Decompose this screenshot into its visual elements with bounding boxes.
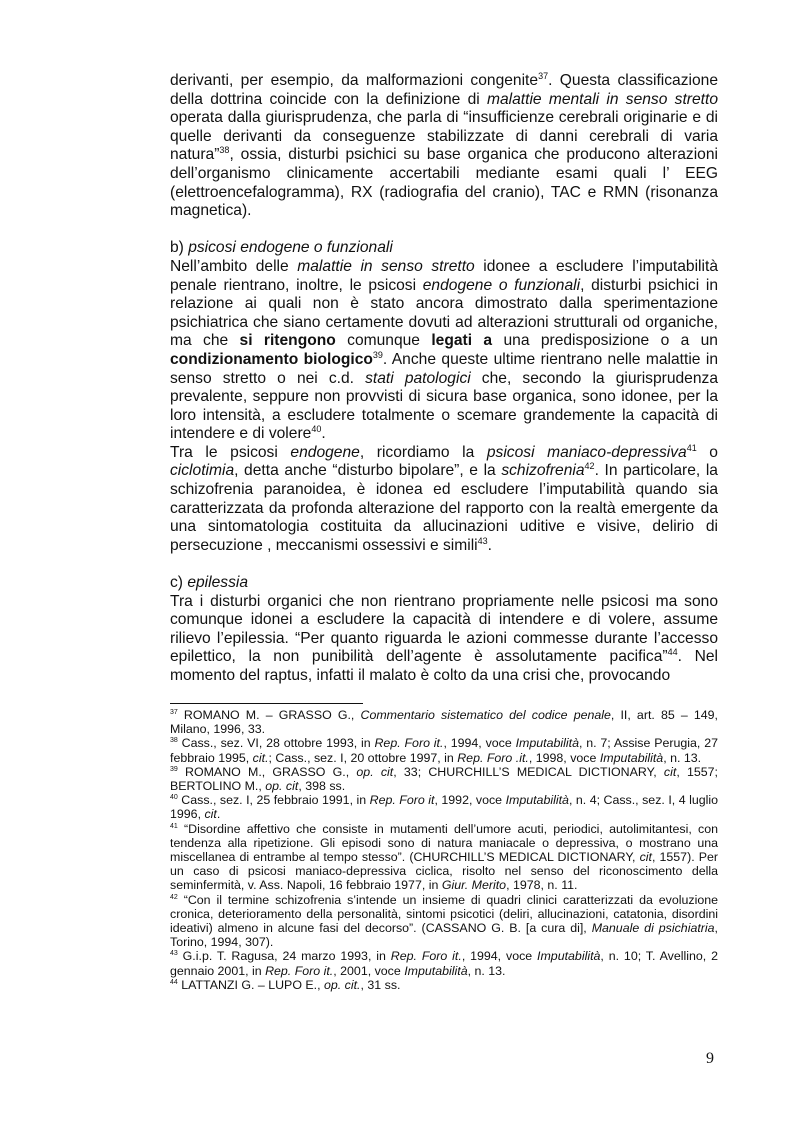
footnote-number: 44 bbox=[170, 978, 178, 986]
text: . In particolare, la schizofrenia paranoidea, è idonea ed escludere l’imputabilità quando sia caratterizzata da profonda alterazione del rapporto con la realtà emergente da una sintomatologia costituita da allucinazioni uditive e visive, delirio di persecuzione , meccanismi ossessivi e simili bbox=[170, 462, 718, 554]
text: operata dalla giurisprudenza, che parla di “insufficienze cerebrali originarie e di quelle derivanti da conseguenze stabilizzate di danni cerebrali di varia natura” bbox=[170, 109, 718, 164]
footnote-ref[interactable]: 40 bbox=[311, 424, 322, 435]
text-italic: Imputabilità bbox=[404, 963, 468, 978]
footnote-separator bbox=[170, 703, 363, 704]
page-number: 9 bbox=[706, 1050, 714, 1067]
text-italic: schizofrenia bbox=[501, 462, 585, 480]
text: ROMANO M., GRASSO G., bbox=[177, 764, 357, 779]
text: , 1557). Per un caso di psicosi maniaco-depressiva ciclica, risolto nel senso del riconoscimento della seminfermità, v. Ass. Napoli, 16 febbraio 1977, in bbox=[170, 850, 718, 893]
text: comunque bbox=[335, 332, 432, 350]
section-heading-c bbox=[170, 574, 718, 593]
text: , 1994, voce bbox=[443, 736, 516, 751]
text-italic: cit bbox=[639, 850, 652, 865]
heading-prefix: b) bbox=[170, 239, 189, 257]
text: , n. 13. bbox=[467, 963, 506, 978]
text: “Disordine affettivo che consiste in mutamenti dell’umore acuti, periodici, autolimitantesi, con tendenza alla ripetizione. Gli episodi sono di natura maniacale o depressiva, o mostrano una miscellanea di entrambe al tempo stesso”. (CHURCHILL’S MEDICAL DICTIONARY, bbox=[170, 821, 718, 865]
text: . bbox=[487, 536, 493, 554]
heading-prefix: c) bbox=[170, 574, 188, 592]
text: G.i.p. T. Ragusa, 24 marzo 1993, in bbox=[177, 949, 391, 964]
footnote-number: 41 bbox=[170, 822, 178, 830]
footnote-number: 43 bbox=[170, 950, 178, 958]
text-italic: Commentario sistematico del codice penale bbox=[360, 708, 611, 722]
text: Cass., sez. VI, 28 ottobre 1993, in bbox=[177, 736, 375, 751]
text: . bbox=[321, 425, 326, 443]
text: , n. 4; Cass., sez. I, 4 luglio 1996, bbox=[170, 793, 719, 822]
text: o bbox=[696, 443, 718, 461]
text: , n. 13. bbox=[663, 750, 702, 765]
footnote-40 bbox=[170, 793, 718, 821]
spacer bbox=[170, 555, 718, 574]
text: . bbox=[216, 807, 221, 822]
paragraph-organic-disorders bbox=[170, 72, 718, 221]
footnote-38 bbox=[170, 736, 718, 764]
footnote-43 bbox=[170, 949, 718, 977]
text: , n. 10; T. Avellino, 2 gennaio 2001, in bbox=[170, 949, 718, 978]
text: . Questa classificazione della dottrina coincide con la definizione di bbox=[170, 72, 719, 108]
text-italic: ciclotimia bbox=[170, 462, 235, 480]
text: , ossia, disturbi psichici su base organica che producono alterazioni dell’organismo clinicamente accertabili mediante esami quali l’ EEG (elettroencefalogramma), RX (radiografia del cranio), TAC e RMN (risonanza magnetica). bbox=[170, 146, 718, 220]
text-italic: Manuale di psichiatria bbox=[591, 921, 715, 936]
text: , detta anche “disturbo bipolare”, e la bbox=[234, 462, 502, 480]
text-italic: Imputabilità bbox=[537, 949, 601, 964]
text: Nell’ambito delle bbox=[170, 257, 298, 275]
text: , II, art. 85 – 149, Milano, 1996, 33. bbox=[170, 708, 718, 737]
text-italic: Rep. Foro .it. bbox=[457, 750, 529, 765]
text: derivanti, per esempio, da malformazioni congenite bbox=[170, 72, 539, 89]
text: “Con il termine schizofrenia s’intende un insieme di quadri clinici caratterizzati da evoluzione cronica, deterioramento della personalità, sintomi psicotici (deliri, allucinazioni, catatonia, disordini ideativi) almeno in alcune fasi del decorso”. (CASSANO G. B. [a cura di], bbox=[170, 892, 718, 936]
paragraph-bipolar-schizophrenia bbox=[170, 444, 718, 556]
text: , 398 ss. bbox=[298, 779, 346, 794]
text-italic: Imputabilità bbox=[599, 750, 664, 765]
section-heading-b bbox=[170, 239, 718, 258]
text: Cass., sez. I, 25 febbraio 1991, in bbox=[177, 793, 370, 808]
footnote-ref[interactable]: 37 bbox=[538, 70, 549, 81]
footnote-44 bbox=[170, 978, 718, 992]
footnote-ref[interactable]: 42 bbox=[584, 461, 595, 472]
text-bold: legati a bbox=[431, 332, 493, 350]
text: idonee a escludere l’imputabilità penale rientrano, inoltre, le psicosi bbox=[170, 257, 718, 294]
text-italic: op. cit bbox=[265, 779, 299, 794]
footnote-37 bbox=[170, 708, 718, 736]
footnote-ref[interactable]: 43 bbox=[477, 535, 488, 546]
text-italic: malattie in senso stretto bbox=[297, 257, 475, 275]
spacer bbox=[170, 221, 718, 240]
text: Tra i disturbi organici che non rientrano propriamente nelle psicosi ma sono comunque idonei a escludere la capacità di intendere e di volere, assume rilievo l’epilessia. “Per quanto riguarda le azioni commesse durante l’accesso epilettico, la non punibilità dell’agente è assolutamente pacifica” bbox=[170, 592, 718, 666]
paragraph-epilepsy bbox=[170, 593, 718, 686]
text-italic: cit bbox=[204, 807, 217, 822]
text: , 1992, voce bbox=[434, 793, 506, 808]
text: ; Cass., sez. I, 20 ottobre 1997, in bbox=[268, 750, 458, 765]
footnote-ref[interactable]: 39 bbox=[372, 349, 383, 360]
text: , 1557; BERTOLINO M., bbox=[170, 764, 718, 794]
heading-title: epilessia bbox=[187, 574, 249, 592]
text-italic: Rep. Foro it bbox=[369, 793, 435, 808]
text: , 33; CHURCHILL’S MEDICAL DICTIONARY, bbox=[393, 764, 664, 779]
footnote-ref[interactable]: 38 bbox=[219, 145, 230, 156]
text-italic: psicosi maniaco-depressiva bbox=[486, 443, 687, 461]
footnote-number: 42 bbox=[170, 893, 178, 901]
text-italic: stati patologici bbox=[365, 369, 471, 387]
footnote-39 bbox=[170, 765, 718, 793]
text-bold: condizionamento biologico bbox=[170, 350, 373, 368]
text: , 2001, voce bbox=[333, 963, 405, 978]
heading-title: psicosi endogene o funzionali bbox=[188, 239, 393, 257]
text: . Nel momento del raptus, infatti il malato è colto da una crisi che, provocando bbox=[170, 648, 718, 684]
text: una predisposizione o a un bbox=[492, 332, 718, 350]
text-italic: Rep. Foro it. bbox=[265, 963, 334, 978]
text: , 1978, n. 11. bbox=[506, 878, 578, 893]
text: che, secondo la giurisprudenza prevalente, seppure non provvisti di sicura base organica, sono idonee, per la loro intensità, a escludere totalmente o scemare grandemente la capacità di intendere e di volere bbox=[170, 369, 718, 443]
text-italic: Giur. Merito bbox=[441, 878, 507, 893]
text: , n. 7; Assise Perugia, 27 febbraio 1995, bbox=[170, 736, 718, 765]
text-italic: endogene o funzionali bbox=[422, 276, 581, 294]
text: , 31 ss. bbox=[360, 977, 401, 992]
text-italic: Imputabilità bbox=[505, 793, 569, 808]
text-italic: cit bbox=[663, 764, 677, 779]
text-bold: si ritengono bbox=[239, 332, 336, 350]
text: LATTANZI G. – LUPO E., bbox=[177, 977, 324, 992]
footnote-42 bbox=[170, 893, 718, 950]
footnote-ref[interactable]: 41 bbox=[686, 442, 697, 453]
text: . Anche queste ultime rientrano nelle malattie in senso stretto o nei c.d. bbox=[170, 350, 718, 387]
text: , disturbi psichici in relazione ai quali non è stato ancora dimostrato dalla sperimentazione psichiatrica che siano certamente dovuti ad alterazioni strutturali od organiche, ma che bbox=[170, 276, 718, 350]
text: , Torino, 1994, 307). bbox=[170, 921, 718, 950]
text-italic: op. cit bbox=[356, 764, 394, 779]
text: ROMANO M. – GRASSO G., bbox=[177, 708, 361, 722]
footnote-number: 39 bbox=[170, 765, 178, 773]
text-italic: cit. bbox=[252, 750, 269, 765]
footnote-number: 40 bbox=[170, 794, 178, 802]
text-italic: op. cit. bbox=[324, 977, 361, 992]
text-italic: Imputabilità bbox=[515, 736, 579, 751]
paragraph-endogenous-psychoses bbox=[170, 258, 718, 444]
text: , 1994, voce bbox=[461, 949, 538, 964]
text-italic: Rep. Foro it. bbox=[374, 736, 444, 751]
footnote-number: 38 bbox=[170, 737, 178, 745]
text-italic: endogene bbox=[290, 443, 360, 461]
footnote-41 bbox=[170, 822, 718, 893]
footnote-number: 37 bbox=[170, 708, 178, 716]
main-text bbox=[170, 72, 718, 686]
text-italic: Rep. Foro it. bbox=[390, 949, 462, 964]
text-italic: malattie mentali in senso stretto bbox=[486, 90, 718, 108]
footnotes bbox=[170, 708, 718, 992]
text: , ricordiamo la bbox=[359, 443, 487, 461]
text: , 1998, voce bbox=[528, 750, 600, 765]
text: Tra le psicosi bbox=[170, 443, 291, 461]
footnote-ref[interactable]: 44 bbox=[667, 647, 678, 658]
